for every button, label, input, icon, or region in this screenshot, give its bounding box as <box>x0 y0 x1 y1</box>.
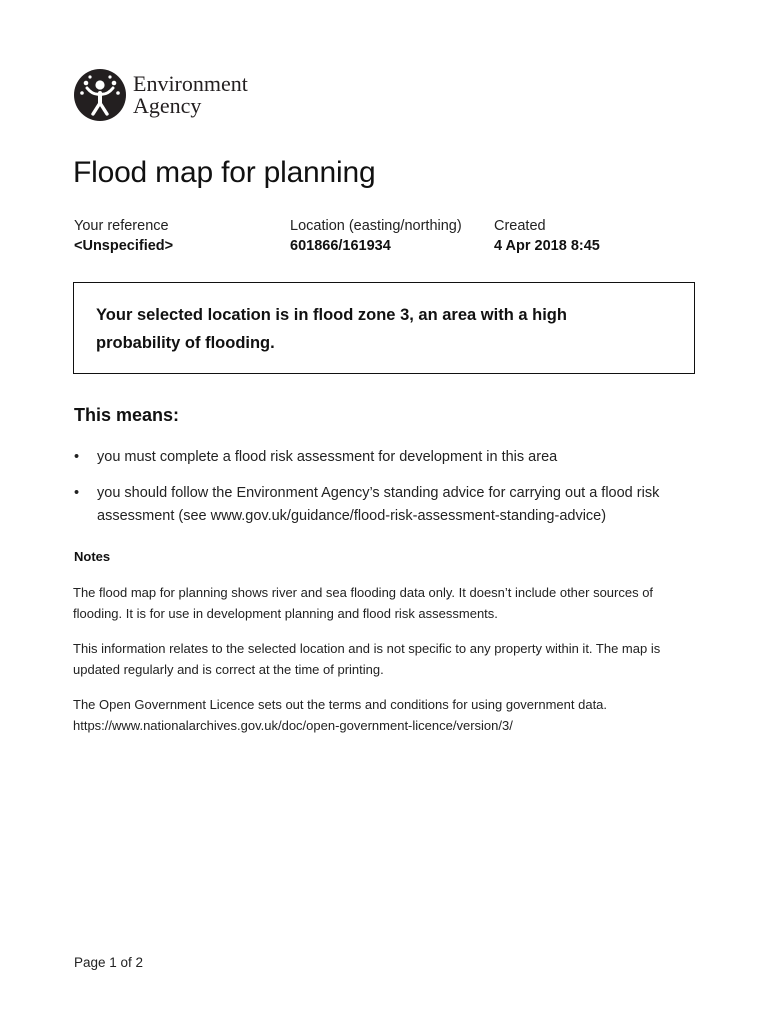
organisation-name <box>133 73 248 117</box>
tree-figure-icon <box>73 68 127 122</box>
location-label: Location (easting/northing) <box>290 218 462 234</box>
created-field <box>494 216 600 256</box>
list-item-text: you should follow the Environment Agency’s standing advice for carrying out a flood risk assessment (see www.gov.uk/guidance/flood-risk-assessment-standing-advice) <box>97 485 660 524</box>
reference-value: <Unspecified> <box>74 238 174 254</box>
location-field <box>290 216 462 256</box>
notes-paragraph: This information relates to the selected location and is not specific to any property within it. The map is updated regularly and is correct at the time of printing. <box>73 641 661 677</box>
organisation-name-line1: Environment <box>133 71 248 96</box>
reference-field <box>74 216 173 256</box>
page-number: Page 1 of 2 <box>74 955 144 970</box>
notes-paragraph: The Open Government Licence sets out the terms and conditions for using government data. https://www.nationalarchives.gov.uk/doc/open-government-licence/version/3/ <box>73 697 608 733</box>
notes-heading: Notes <box>74 549 111 564</box>
list-item <box>74 446 694 469</box>
requirements-list <box>74 446 694 541</box>
bullet-icon: • <box>74 449 80 465</box>
this-means-heading: This means: <box>74 405 180 425</box>
flood-zone-notice <box>73 282 695 374</box>
notes-paragraph: The flood map for planning shows river and sea flooding data only. It doesn’t include other sources of flooding. It is for use in development planning and flood risk assessments. <box>73 585 654 621</box>
environment-agency-logo <box>73 68 248 122</box>
organisation-name-line2: Agency <box>133 93 202 118</box>
list-item-text: you must complete a flood risk assessment for development in this area <box>97 449 558 465</box>
created-value: 4 Apr 2018 8:45 <box>494 238 600 254</box>
reference-label: Your reference <box>74 218 169 234</box>
flood-zone-notice-line1: Your selected location is in flood zone 3, an area with a high <box>96 306 567 324</box>
bullet-icon: • <box>74 485 80 501</box>
created-label: Created <box>494 218 546 234</box>
page-title: Flood map for planning <box>73 156 376 189</box>
list-item <box>74 482 694 528</box>
location-value: 601866/161934 <box>290 238 391 254</box>
flood-zone-notice-line2: probability of flooding. <box>96 334 275 352</box>
